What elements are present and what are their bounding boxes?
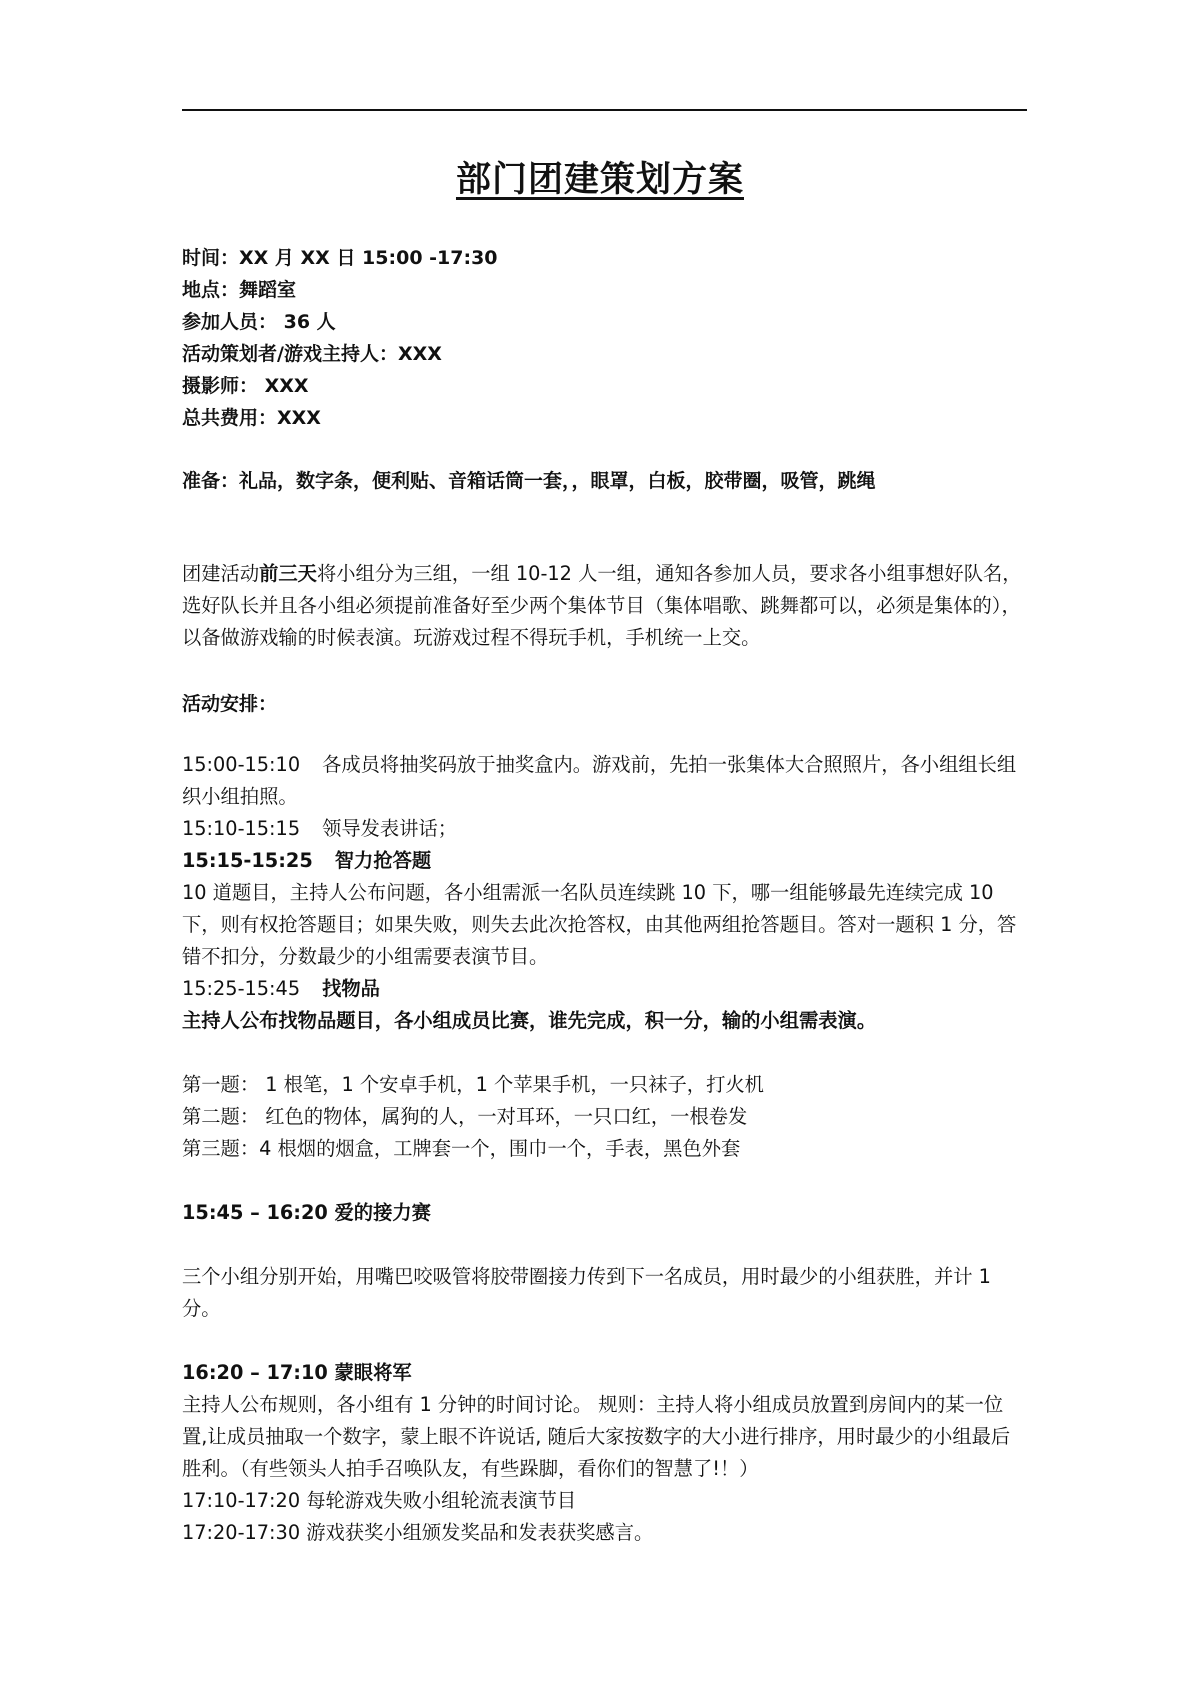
- schedule-item-1: [182, 749, 1027, 813]
- schedule-item-7: 17:10-17:20 每轮游戏失败小组轮流表演节目: [182, 1489, 577, 1512]
- intro-paragraph: [182, 558, 1027, 654]
- schedule-time: 15:10-15:15: [182, 817, 301, 840]
- schedule-time: 15:00-15:10: [182, 753, 301, 776]
- schedule-item-4-desc: 主持人公布找物品题目，各小组成员比赛，谁先完成，积一分，输的小组需表演。: [182, 1009, 877, 1032]
- intro-text-post: 将小组分为三组，一组 10-12 人一组，通知各参加人员，要求各小组事想好队名，选好队长并且各小组必须提前准备好至少两个集体节目（集体唱歌、跳舞都可以，必须是集体的），以备做游戏输的时候表演。玩游戏过程不得玩手机，手机统一上交。: [182, 562, 1022, 649]
- schedule-item-6-heading: 16:20 – 17:10 蒙眼将军: [182, 1361, 412, 1384]
- info-planner: 活动策划者/游戏主持人：XXX: [182, 343, 442, 365]
- header-rule: [182, 109, 1027, 111]
- info-time: 时间：XX 月 XX 日 15:00 -17:30: [182, 247, 498, 269]
- schedule-name: 智力抢答题: [334, 849, 432, 872]
- schedule-time: 15:25-15:45: [182, 977, 301, 1000]
- page-title: 部门团建策划方案: [455, 159, 744, 200]
- schedule-item-5-desc: 三个小组分别开始，用嘴巴咬吸管将胶带圈接力传到下一名成员，用时最少的小组获胜，并计 1 分。: [182, 1265, 991, 1320]
- intro-text-pre: 团建活动: [182, 562, 260, 585]
- schedule-item-3-heading: [182, 845, 1027, 877]
- schedule-item-4-heading: [182, 973, 1027, 1005]
- schedule-item-8: 17:20-17:30 游戏获奖小组颁发奖品和发表获奖感言。: [182, 1521, 654, 1544]
- question-1: 第一题： 1 根笔，1 个安卓手机，1 个苹果手机，一只袜子，打火机: [182, 1073, 764, 1096]
- schedule-name: 找物品: [322, 977, 380, 1000]
- schedule-item-3-desc: 10 道题目，主持人公布问题，各小组需派一名队员连续跳 10 下，哪一组能够最先连续完成 10 下，则有权抢答题目；如果失败，则失去此次抢答权，由其他两组抢答题目。答对一题积 1 分，答错不扣分，分数最少的小组需要表演节目。: [182, 881, 1017, 968]
- schedule-text: 各成员将抽奖码放于抽奖盒内。游戏前，先拍一张集体大合照照片，各小组组长组织小组拍照。: [182, 753, 1017, 808]
- intro-text-bold: 前三天: [259, 562, 317, 585]
- schedule-item-6-desc: 主持人公布规则，各小组有 1 分钟的时间讨论。 规则：主持人将小组成员放置到房间内的某一位置,让成员抽取一个数字，蒙上眼不许说话, 随后大家按数字的大小进行排序，用时最少的小组最后胜利。（有些领头人拍手召唤队友，有些跺脚，看你们的智慧了!！）: [182, 1393, 1011, 1480]
- schedule-text: 领导发表讲话；: [322, 817, 458, 840]
- question-3: 第三题：4 根烟的烟盒，工牌套一个，围巾一个，手表，黑色外套: [182, 1137, 741, 1160]
- info-cost: 总共费用：XXX: [182, 407, 321, 429]
- schedule-heading: 活动安排：: [182, 693, 278, 715]
- info-place: 地点：舞蹈室: [182, 279, 297, 301]
- question-2: 第二题： 红色的物体，属狗的人，一对耳环，一只口红，一根卷发: [182, 1105, 748, 1128]
- schedule-time: 15:15-15:25: [182, 849, 313, 872]
- info-photographer: 摄影师： XXX: [182, 375, 309, 397]
- schedule-item-5-heading: 15:45 – 16:20 爱的接力赛: [182, 1201, 431, 1224]
- preparation-list: 准备：礼品，数字条，便利贴、音箱话筒一套，，眼罩，白板，胶带圈，吸管，跳绳: [182, 470, 876, 492]
- schedule-item-2: [182, 813, 1027, 845]
- info-participants: 参加人员： 36 人: [182, 311, 336, 333]
